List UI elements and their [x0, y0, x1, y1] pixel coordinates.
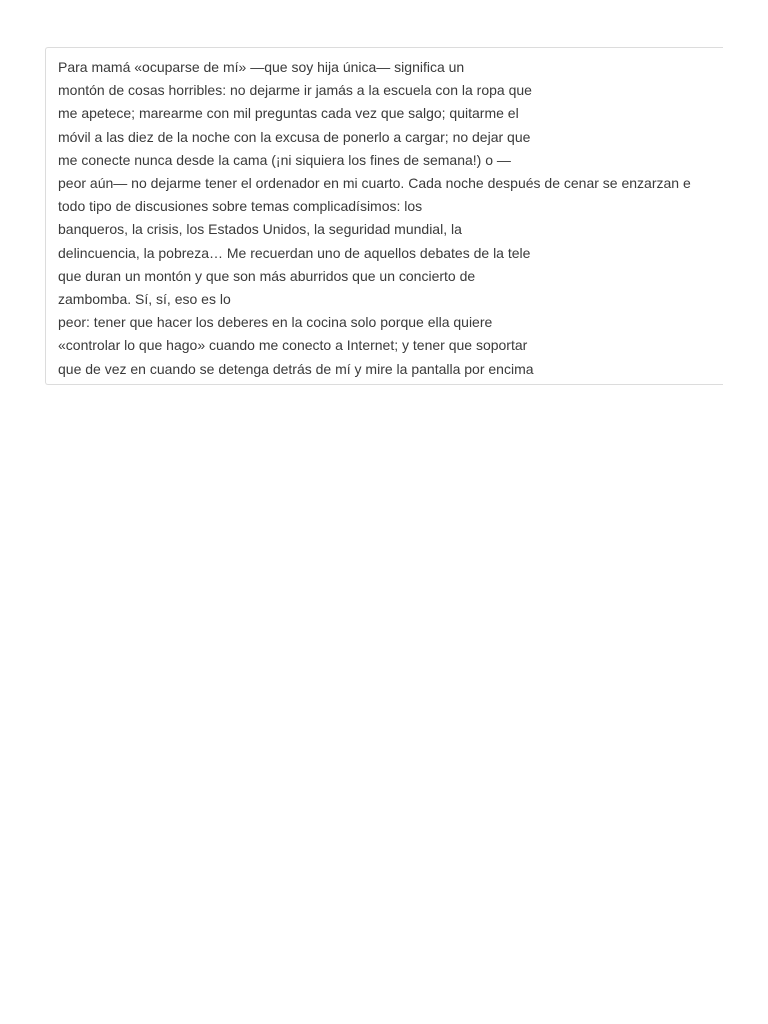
- text-line: delincuencia, la pobreza… Me recuerdan uno de aquellos debates de la tele: [58, 244, 531, 261]
- text-line: que de vez en cuando se detenga detrás de mí y mire la pantalla por encima: [58, 360, 534, 377]
- text-line: peor: tener que hacer los deberes en la cocina solo porque ella quiere: [58, 314, 493, 331]
- text-line: todo tipo de discusiones sobre temas complicadísimos: los: [58, 198, 423, 215]
- text-line: que duran un montón y que son más aburridos que un concierto de: [58, 267, 476, 284]
- text-line: zambomba. Sí, sí, eso es lo: [58, 291, 231, 308]
- right-edge-mask: [723, 40, 768, 400]
- text-line: peor aún— no dejarme tener el ordenador en mi cuarto. Cada noche después de cenar se enzarzan e: [58, 175, 691, 192]
- text-excerpt-lines: [58, 56, 768, 381]
- text-line: banqueros, la crisis, los Estados Unidos, la seguridad mundial, la: [58, 221, 462, 238]
- text-excerpt-box: [45, 47, 768, 385]
- text-line: montón de cosas horribles: no dejarme ir jamás a la escuela con la ropa que: [58, 82, 532, 99]
- text-line: me apetece; marearme con mil preguntas cada vez que salgo; quitarme el: [58, 105, 519, 122]
- text-line: móvil a las diez de la noche con la excusa de ponerlo a cargar; no dejar que: [58, 128, 531, 145]
- text-line: me conecte nunca desde la cama (¡ni siquiera los fines de semana!) o —: [58, 151, 511, 168]
- text-line: «controlar lo que hago» cuando me conecto a Internet; y tener que soportar: [58, 337, 528, 354]
- text-line: Para mamá «ocuparse de mí» —que soy hija única— significa un: [58, 59, 465, 75]
